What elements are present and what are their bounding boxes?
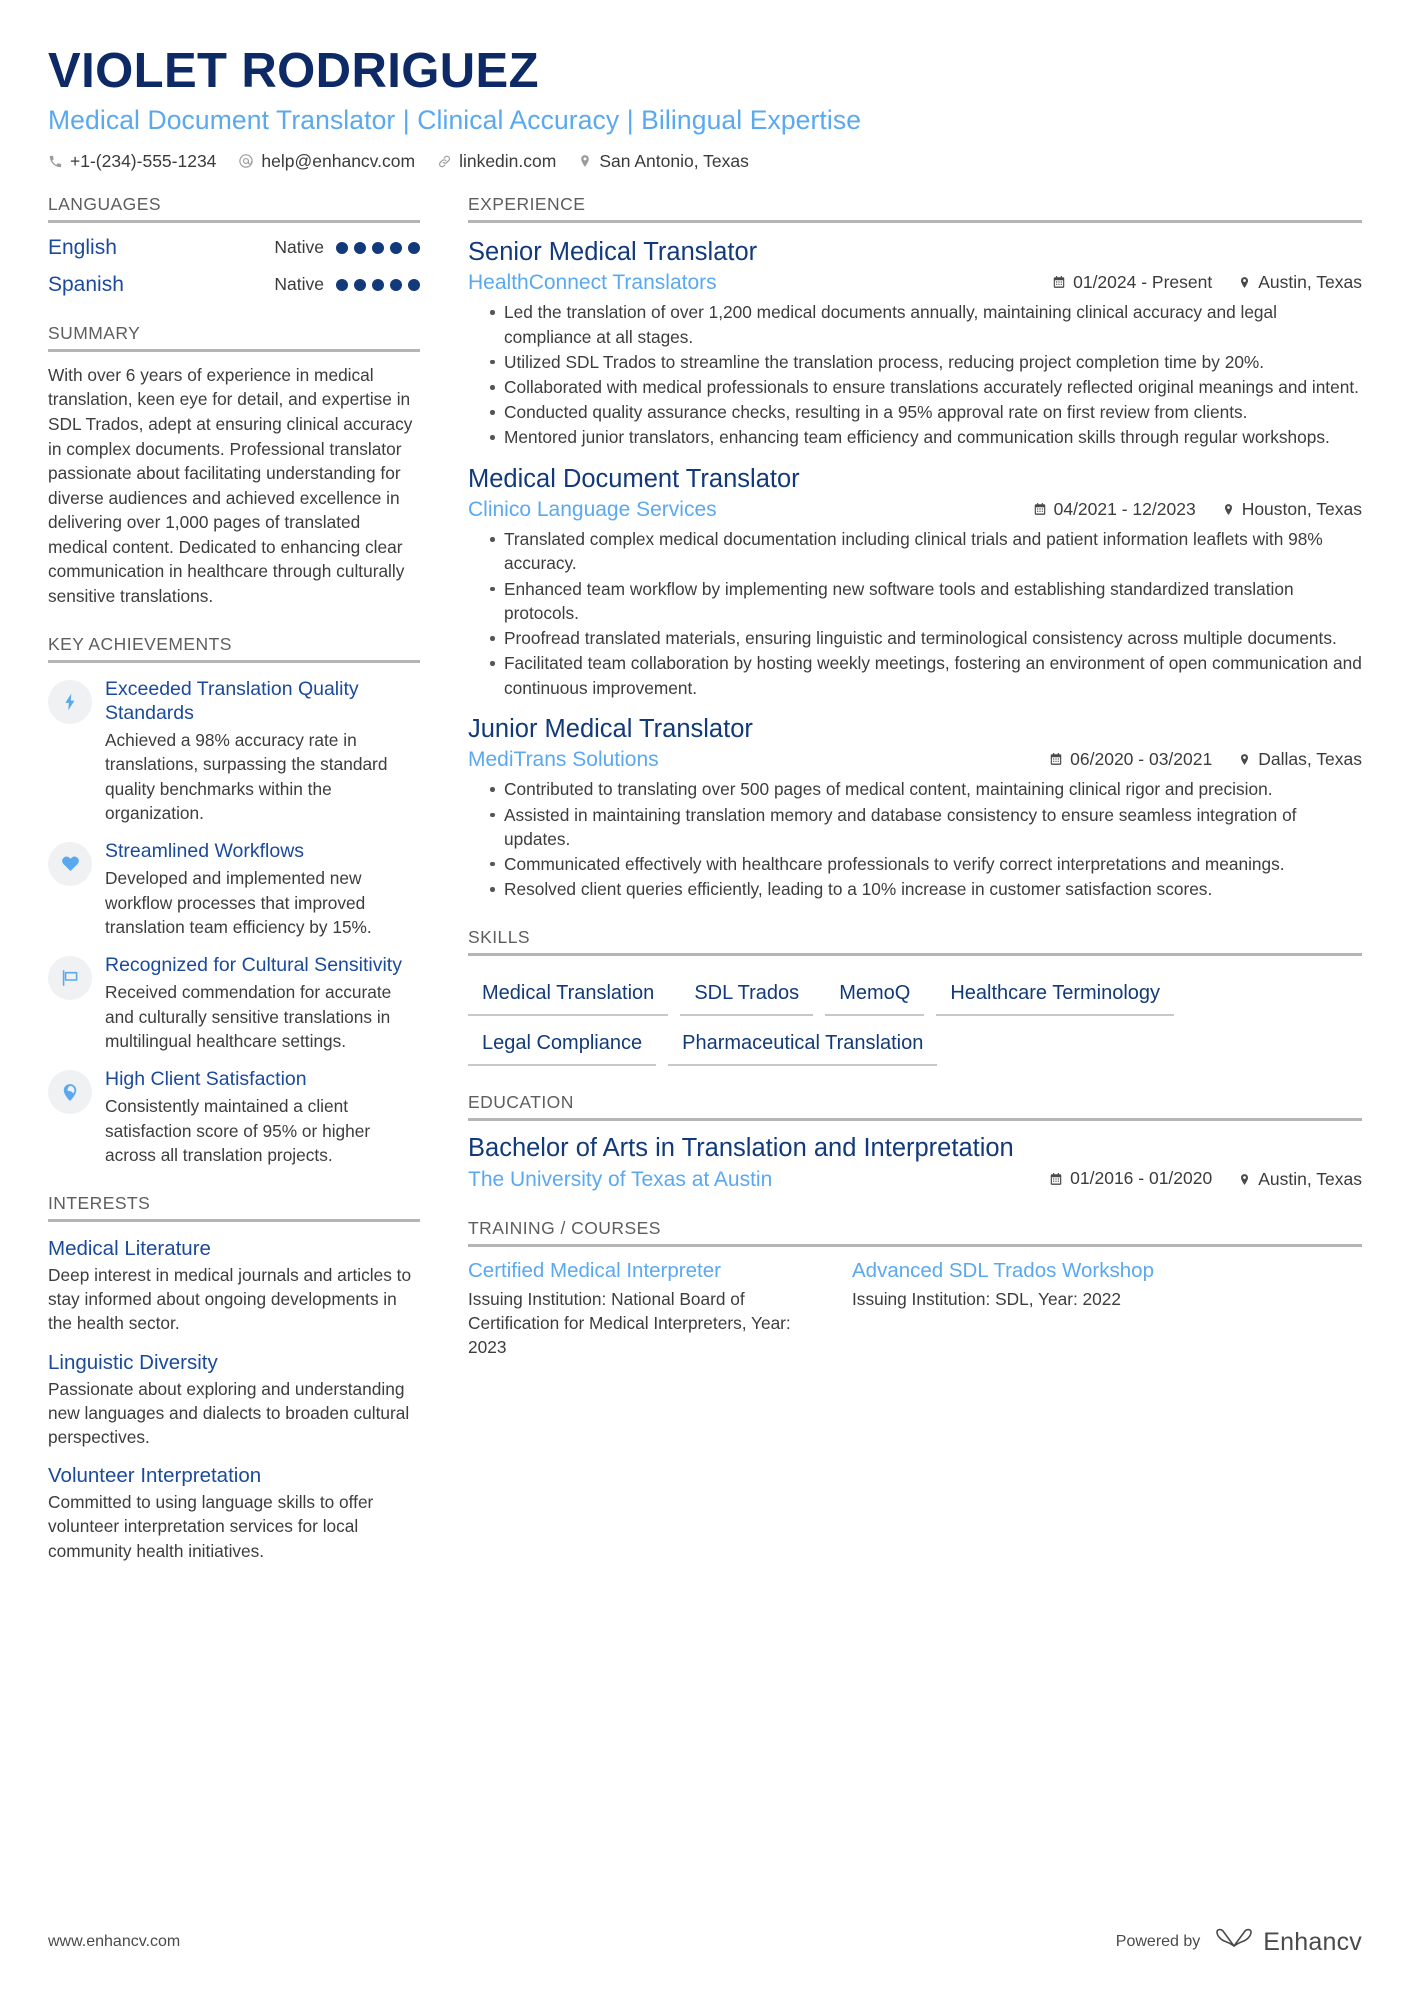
section-title-education: EDUCATION: [468, 1092, 574, 1113]
job-bullet: Enhanced team workflow by implementing new software tools and establishing standardized translation protocols.: [490, 577, 1362, 625]
section-training: [468, 1218, 1362, 1359]
section-title-summary: SUMMARY: [48, 322, 141, 343]
interest-desc: Deep interest in medical journals and articles to stay informed about ongoing developments in the health sector.: [48, 1264, 412, 1334]
interest-desc: Committed to using language skills to offer volunteer interpretation services for local community health initiatives.: [48, 1492, 374, 1561]
section-divider: [468, 1244, 1362, 1247]
section-divider: [468, 220, 1362, 223]
achievement-desc: Received commendation for accurate and culturally sensitive translations in multilingual healthcare settings.: [105, 982, 392, 1051]
section-education: [468, 1092, 1362, 1192]
job-meta: [468, 271, 1362, 295]
section-title-achievements: KEY ACHIEVEMENTS: [48, 634, 232, 655]
education-meta: [468, 1168, 1362, 1192]
contact-bar: [48, 151, 1362, 172]
job-meta: [468, 748, 1362, 772]
skill-tag[interactable]: Pharmaceutical Translation: [668, 1026, 937, 1066]
resume-header: [48, 44, 1362, 172]
achievement-title: Recognized for Cultural Sensitivity: [105, 953, 402, 976]
achievement-item: [48, 678, 420, 825]
speech-bubble-icon: [48, 1070, 92, 1114]
footer-branding: [1116, 1927, 1362, 1957]
resume-body: [48, 194, 1362, 1589]
heart-icon: [48, 842, 92, 886]
job-date-text: 04/2021 - 12/2023: [1053, 498, 1196, 519]
job-date: [1033, 499, 1196, 520]
interest-title: Medical Literature: [48, 1236, 211, 1260]
training-desc: Issuing Institution: National Board of Certification for Medical Interpreters, Year: 2023: [468, 1288, 791, 1357]
interest-item: [48, 1464, 420, 1563]
job-title: Junior Medical Translator: [468, 714, 753, 743]
section-divider: [48, 349, 420, 352]
language-level: Native: [274, 274, 324, 295]
education-location: [1238, 1169, 1362, 1190]
job-title: Medical Document Translator: [468, 464, 800, 493]
experience-item: [468, 464, 1362, 700]
skill-tag[interactable]: SDL Trados: [680, 976, 813, 1016]
section-key-achievements: [48, 634, 420, 1167]
job-company[interactable]: Clinico Language Services: [468, 498, 717, 522]
job-bullet: Led the translation of over 1,200 medical documents annually, maintaining clinical accuracy and legal compliance at all stages.: [490, 300, 1362, 348]
training-list: [468, 1259, 1362, 1359]
page-title: VIOLET RODRIGUEZ: [48, 44, 539, 98]
job-bullet: Utilized SDL Trados to streamline the translation process, reducing project completion time by 20%.: [490, 350, 1362, 374]
experience-item: [468, 237, 1362, 450]
job-location: [1238, 749, 1362, 770]
sidebar-column: [48, 194, 420, 1589]
skill-tag[interactable]: MemoQ: [825, 976, 924, 1016]
contact-phone[interactable]: [48, 151, 216, 172]
job-date: [1052, 272, 1212, 293]
section-divider: [48, 1219, 420, 1222]
location-icon: [578, 154, 592, 168]
section-experience: [468, 194, 1362, 901]
powered-by-label: Powered by: [1115, 1933, 1201, 1950]
job-meta: [468, 498, 1362, 522]
professional-headline: Medical Document Translator | Clinical Accuracy | Bilingual Expertise: [48, 104, 862, 135]
email-icon: [238, 153, 254, 169]
language-name: Spanish: [48, 272, 124, 296]
language-item: [48, 273, 420, 297]
education-date-text: 01/2016 - 01/2020: [1070, 1168, 1213, 1189]
job-bullets: [468, 777, 1362, 901]
job-bullet: Contributed to translating over 500 pages of medical content, maintaining clinical rigor and precision.: [490, 777, 1362, 801]
section-title-training: TRAINING / COURSES: [468, 1217, 661, 1238]
job-bullets: [468, 527, 1362, 699]
job-bullet: Proofread translated materials, ensuring linguistic and terminological consistency across multiple documents.: [490, 626, 1362, 650]
job-bullet: Resolved client queries efficiently, leading to a 10% increase in customer satisfaction scores.: [490, 877, 1362, 901]
job-location-text: Houston, Texas: [1241, 499, 1362, 520]
section-title-skills: SKILLS: [468, 927, 531, 948]
job-location: [1222, 499, 1362, 520]
job-bullet: Translated complex medical documentation including clinical trials and patient information leaflets with 98% accuracy.: [490, 527, 1362, 575]
achievement-title: Streamlined Workflows: [105, 839, 305, 862]
section-languages: [48, 194, 420, 297]
job-company[interactable]: MediTrans Solutions: [468, 748, 659, 772]
training-desc: Issuing Institution: SDL, Year: 2022: [852, 1288, 1121, 1309]
section-divider: [468, 953, 1362, 956]
education-school[interactable]: The University of Texas at Austin: [468, 1167, 773, 1191]
skill-tag[interactable]: Medical Translation: [468, 976, 668, 1016]
section-divider: [48, 220, 420, 223]
job-bullet: Collaborated with medical professionals to ensure translations accurately reflected original meanings and intent.: [490, 375, 1362, 399]
calendar-icon: [1033, 502, 1047, 516]
job-date-text: 01/2024 - Present: [1073, 271, 1213, 292]
achievement-title: Exceeded Translation Quality Standards: [105, 678, 359, 724]
skill-tag[interactable]: Legal Compliance: [468, 1026, 656, 1066]
location-icon: [1222, 503, 1235, 516]
interest-item: [48, 1237, 420, 1336]
job-bullet: Facilitated team collaboration by hosting weekly meetings, fostering an environment of open communication and continuous improvement.: [490, 651, 1362, 699]
section-title-interests: INTERESTS: [48, 1192, 151, 1213]
calendar-icon: [1049, 1172, 1063, 1186]
language-rating: [336, 279, 420, 291]
contact-link-text: linkedin.com: [459, 150, 557, 171]
infinity-icon: [1214, 1927, 1254, 1957]
link-icon: [437, 154, 452, 169]
skills-list: [468, 966, 1362, 1066]
training-title[interactable]: Advanced SDL Trados Workshop: [852, 1258, 1154, 1282]
job-bullet: Mentored junior translators, enhancing team efficiency and communication skills through regular workshops.: [490, 425, 1362, 449]
training-title[interactable]: Certified Medical Interpreter: [468, 1258, 721, 1282]
interest-title: Linguistic Diversity: [48, 1350, 218, 1374]
phone-icon: [48, 154, 63, 169]
interest-desc: Passionate about exploring and understanding new languages and dialects to broaden cultural perspectives.: [48, 1378, 410, 1447]
location-icon: [1238, 753, 1251, 766]
location-icon: [1238, 1173, 1251, 1186]
lightning-bolt-icon: [48, 680, 92, 724]
section-interests: [48, 1193, 420, 1563]
job-bullets: [468, 300, 1362, 449]
job-location-text: Dallas, Texas: [1258, 749, 1362, 770]
contact-link[interactable]: [437, 151, 556, 172]
language-level: Native: [274, 237, 324, 258]
education-degree: Bachelor of Arts in Translation and Interpretation: [468, 1134, 1014, 1163]
contact-email[interactable]: [238, 151, 415, 172]
job-date-text: 06/2020 - 03/2021: [1070, 748, 1213, 769]
achievement-desc: Achieved a 98% accuracy rate in translations, surpassing the standard quality benchmarks within the organization.: [105, 730, 388, 823]
job-date: [1049, 749, 1212, 770]
main-column: [468, 194, 1362, 1385]
achievement-desc: Consistently maintained a client satisfaction score of 95% or higher across all translation projects.: [105, 1096, 371, 1165]
achievement-title: High Client Satisfaction: [105, 1067, 307, 1090]
section-title-experience: EXPERIENCE: [468, 193, 586, 214]
job-bullet: Communicated effectively with healthcare professionals to verify correct interpretations and meanings.: [490, 852, 1362, 876]
section-title-languages: LANGUAGES: [48, 193, 161, 214]
interest-title: Volunteer Interpretation: [48, 1464, 262, 1488]
achievement-desc: Developed and implemented new workflow processes that improved translation team efficiency by 15%.: [105, 868, 372, 937]
section-divider: [468, 1118, 1362, 1121]
page-footer: [48, 1927, 1362, 1957]
section-summary: [48, 323, 420, 608]
footer-url[interactable]: www.enhancv.com: [48, 1933, 181, 1950]
calendar-icon: [1049, 752, 1063, 766]
training-item: [852, 1259, 1188, 1359]
language-item: [48, 236, 420, 260]
contact-email-text: help@enhancv.com: [261, 150, 416, 171]
job-bullet: Assisted in maintaining translation memory and database consistency to ensure seamless integration of updates.: [490, 803, 1362, 851]
enhancv-logo[interactable]: [1214, 1927, 1362, 1957]
education-location-text: Austin, Texas: [1258, 1168, 1362, 1189]
education-date: [1049, 1168, 1212, 1189]
brand-name: Enhancv: [1263, 1927, 1362, 1956]
contact-location: [578, 151, 749, 172]
job-location: [1238, 272, 1362, 293]
achievement-item: [48, 954, 420, 1053]
job-company[interactable]: HealthConnect Translators: [468, 271, 717, 295]
achievement-item: [48, 840, 420, 939]
section-skills: [468, 927, 1362, 1066]
calendar-icon: [1052, 275, 1066, 289]
location-icon: [1238, 276, 1251, 289]
language-rating: [336, 242, 420, 254]
interest-item: [48, 1351, 420, 1450]
job-bullet: Conducted quality assurance checks, resulting in a 95% approval rate on first review from clients.: [490, 400, 1362, 424]
contact-phone-text: +1-(234)-555-1234: [70, 150, 217, 171]
training-item: [468, 1259, 804, 1359]
flag-icon: [48, 956, 92, 1000]
contact-location-text: San Antonio, Texas: [599, 150, 749, 171]
section-divider: [48, 660, 420, 663]
education-item: [468, 1133, 1362, 1192]
skill-tag[interactable]: Healthcare Terminology: [936, 976, 1174, 1016]
experience-item: [468, 714, 1362, 902]
language-name: English: [48, 235, 117, 259]
job-title: Senior Medical Translator: [468, 237, 758, 266]
job-location-text: Austin, Texas: [1258, 272, 1362, 293]
achievement-item: [48, 1068, 420, 1167]
summary-text: With over 6 years of experience in medical translation, keen eye for detail, and expertise in SDL Trados, adept at ensuring clinical accuracy in complex documents. Professional translator passionate about facilitating understanding for diverse audiences and achieved excellence in delivering over 1,000 pages of translated medical content. Dedicated to enhancing clear communication in healthcare through culturally sensitive translations.: [48, 364, 413, 606]
